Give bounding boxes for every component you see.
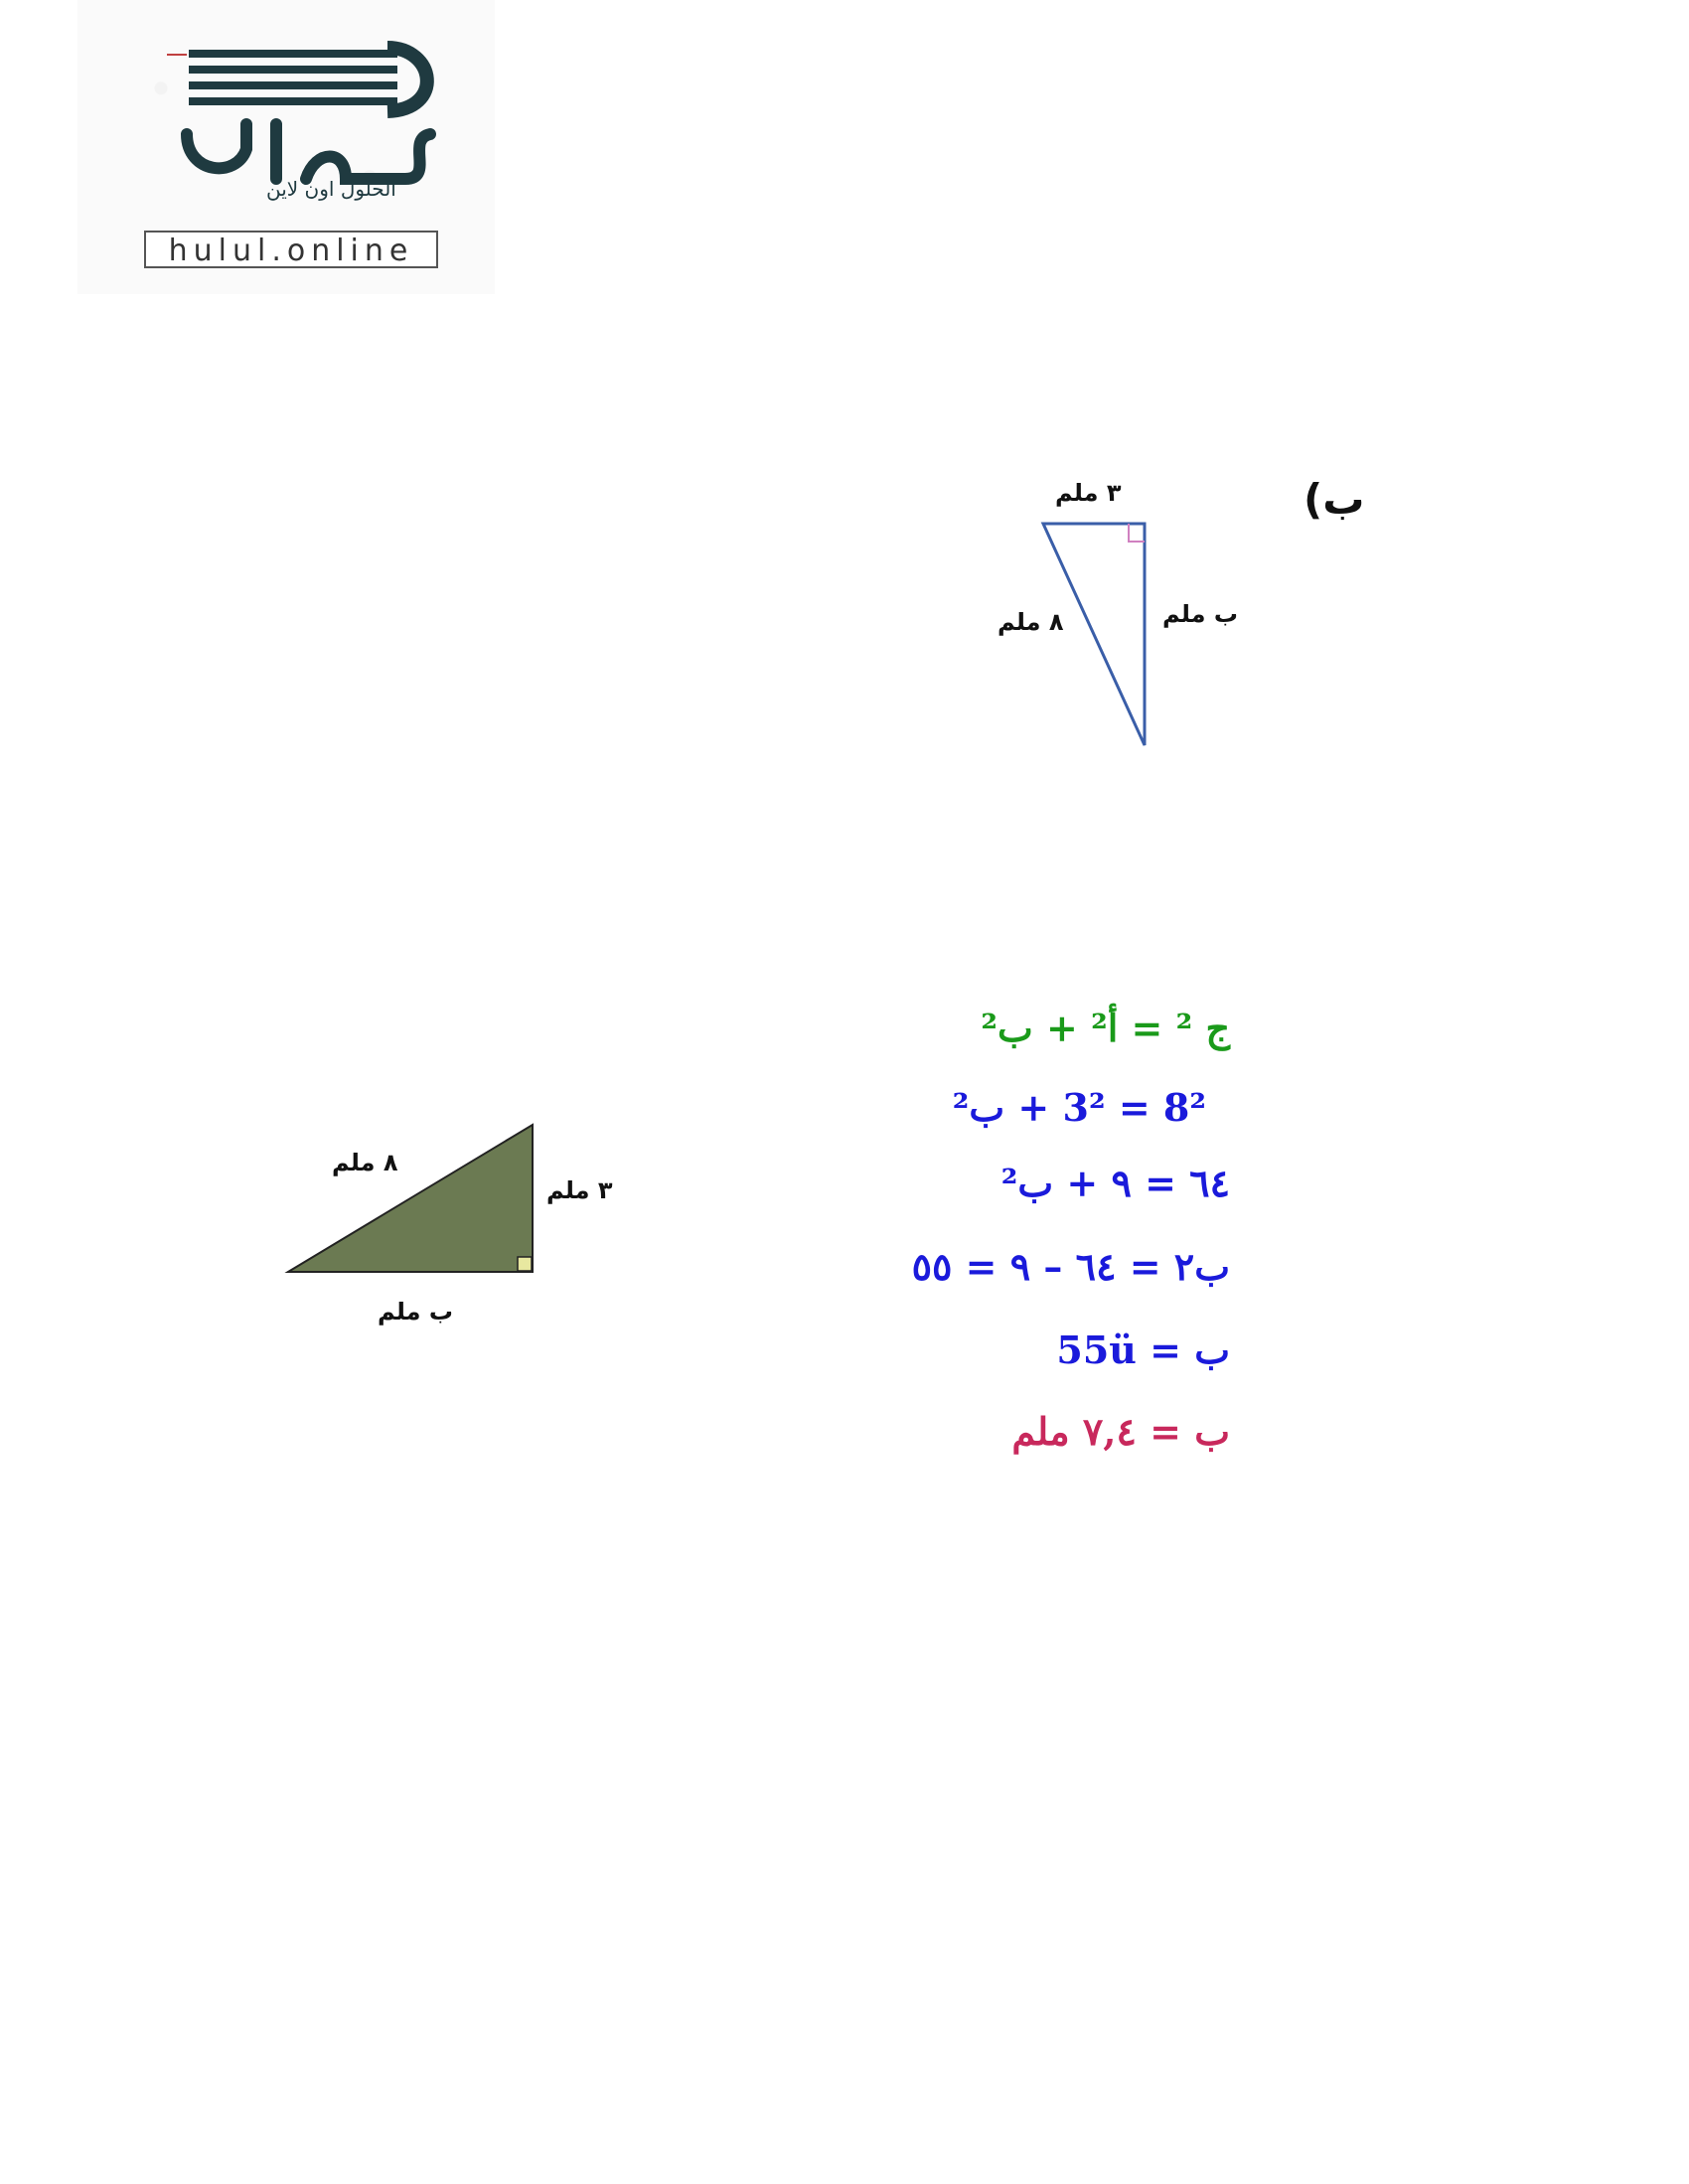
solution-line-5: ب = 55ü	[1056, 1327, 1230, 1372]
logo-arabic-subtitle: الحلول اون لاين	[266, 177, 396, 201]
right-angle-mark	[1129, 524, 1145, 542]
redrawn-hypotenuse-label: ٨ ملم	[332, 1149, 398, 1176]
solution-line-3: ٦٤ = ٩ + ب²	[1000, 1161, 1230, 1205]
solution-line-4: ب٢ = ٦٤ – ٩ = ٥٥	[911, 1244, 1230, 1289]
redrawn-triangle-shape	[288, 1125, 533, 1272]
solution-line-1: ج ² = أ² + ب²	[981, 1006, 1230, 1050]
problem-right-side-label: ب ملم	[1162, 600, 1238, 628]
redrawn-base-label: ب ملم	[378, 1298, 453, 1326]
solution-line-2: 8² = 3² + ب²	[952, 1085, 1206, 1130]
problem-label: ب)	[1304, 475, 1365, 524]
solution-line-6: ب = ٧,٤ ملم	[1011, 1409, 1230, 1454]
problem-top-side-label: ٣ ملم	[1055, 479, 1122, 507]
redrawn-triangle	[284, 1121, 542, 1280]
problem-hypotenuse-label: ٨ ملم	[998, 608, 1064, 636]
redrawn-vertical-label: ٣ ملم	[546, 1176, 613, 1204]
logo-url: hulul.online	[144, 231, 438, 268]
redrawn-right-angle-mark	[518, 1257, 532, 1271]
